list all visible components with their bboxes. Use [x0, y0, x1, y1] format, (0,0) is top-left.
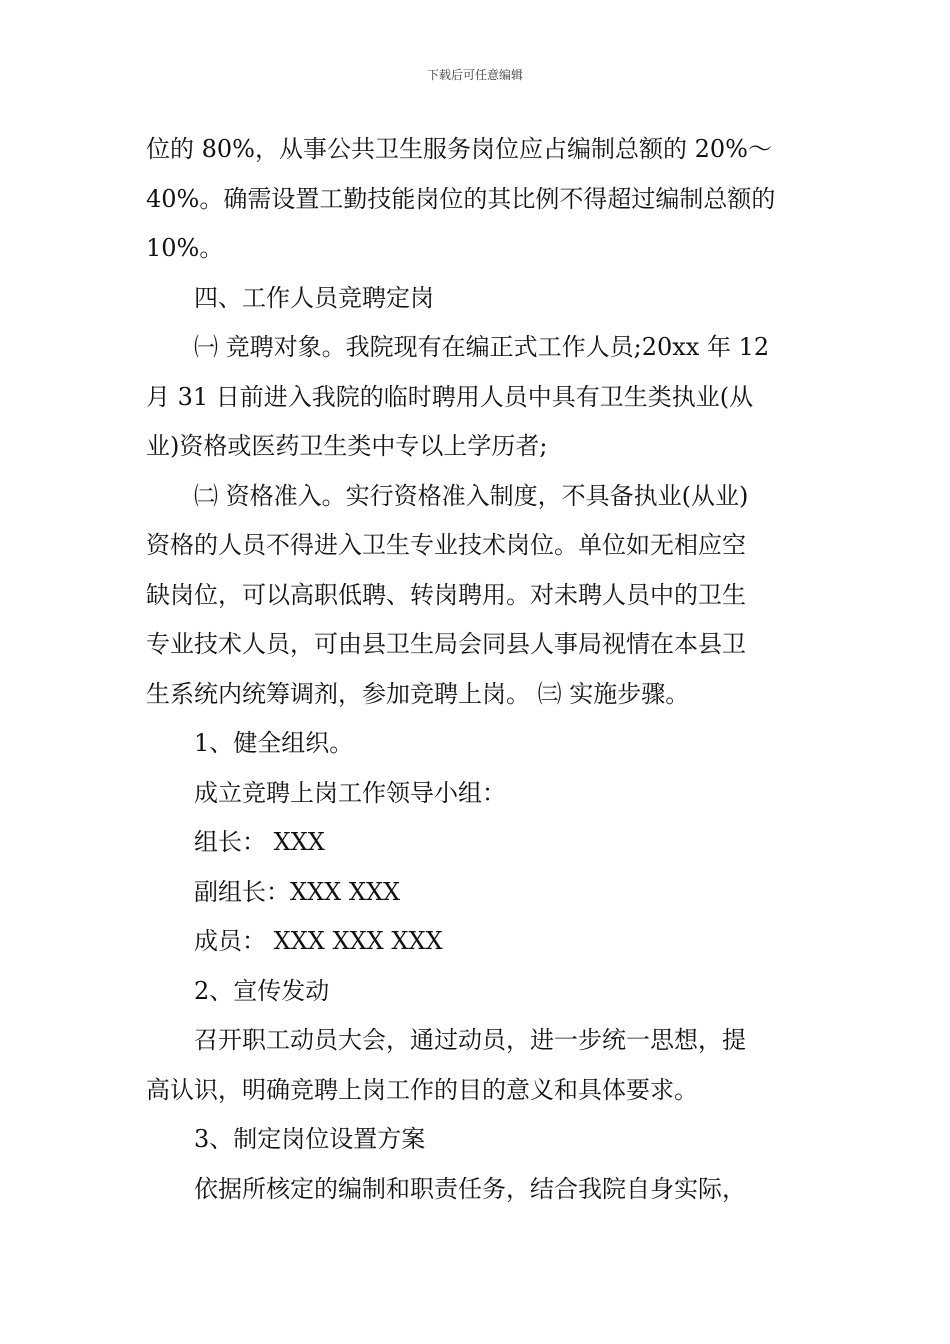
text-line: 1、健全组织。	[194, 729, 354, 757]
text-line: 月 31 日前进入我院的临时聘用人员中具有卫生类执业(从	[146, 382, 754, 411]
text-line: 副组长：XXX XXX	[194, 877, 401, 906]
text-line: 资格的人员不得进入卫生专业技术岗位。单位如无相应空	[146, 531, 746, 559]
text-line: ㈠ 竞聘对象。我院现有在编正式工作人员;20xx 年 12	[194, 333, 770, 361]
text-line: 生系统内统筹调剂，参加竞聘上岗。 ㈢ 实施步骤。	[146, 679, 690, 708]
text-line: 成员： XXX XXX XXX	[194, 927, 443, 955]
text-line: 组长： XXX	[194, 828, 325, 856]
text-line: ㈡ 资格准入。实行资格准入制度，不具备执业(从业)	[194, 481, 749, 510]
document-body	[146, 125, 808, 1214]
text-line: 专业技术人员，可由县卫生局会同县人事局视情在本县卫	[146, 630, 746, 658]
text-line: 四、工作人员竞聘定岗	[194, 283, 434, 312]
text-line: 依据所核定的编制和职责任务，结合我院自身实际，	[194, 1174, 746, 1203]
text-line: 位的 80%，从事公共卫生服务岗位应占编制总额的 20%～	[146, 135, 772, 163]
text-line: 成立竞聘上岗工作领导小组：	[194, 778, 506, 807]
text-line: 召开职工动员大会，通过动员，进一步统一思想，提	[194, 1026, 746, 1054]
text-line: 高认识，明确竞聘上岗工作的目的意义和具体要求。	[146, 1075, 698, 1104]
text-line: 缺岗位，可以高职低聘、转岗聘用。对未聘人员中的卫生	[146, 580, 746, 609]
page-header: 下载后可任意编辑	[426, 68, 523, 82]
text-line: 40%。确需设置工勤技能岗位的其比例不得超过编制总额的	[146, 184, 776, 213]
text-line: 3、制定岗位设置方案	[194, 1125, 426, 1153]
text-line: 10%。	[146, 234, 224, 262]
text-line: 业)资格或医药卫生类中专以上学历者;	[146, 432, 548, 460]
text-line: 2、宣传发动	[194, 976, 330, 1005]
